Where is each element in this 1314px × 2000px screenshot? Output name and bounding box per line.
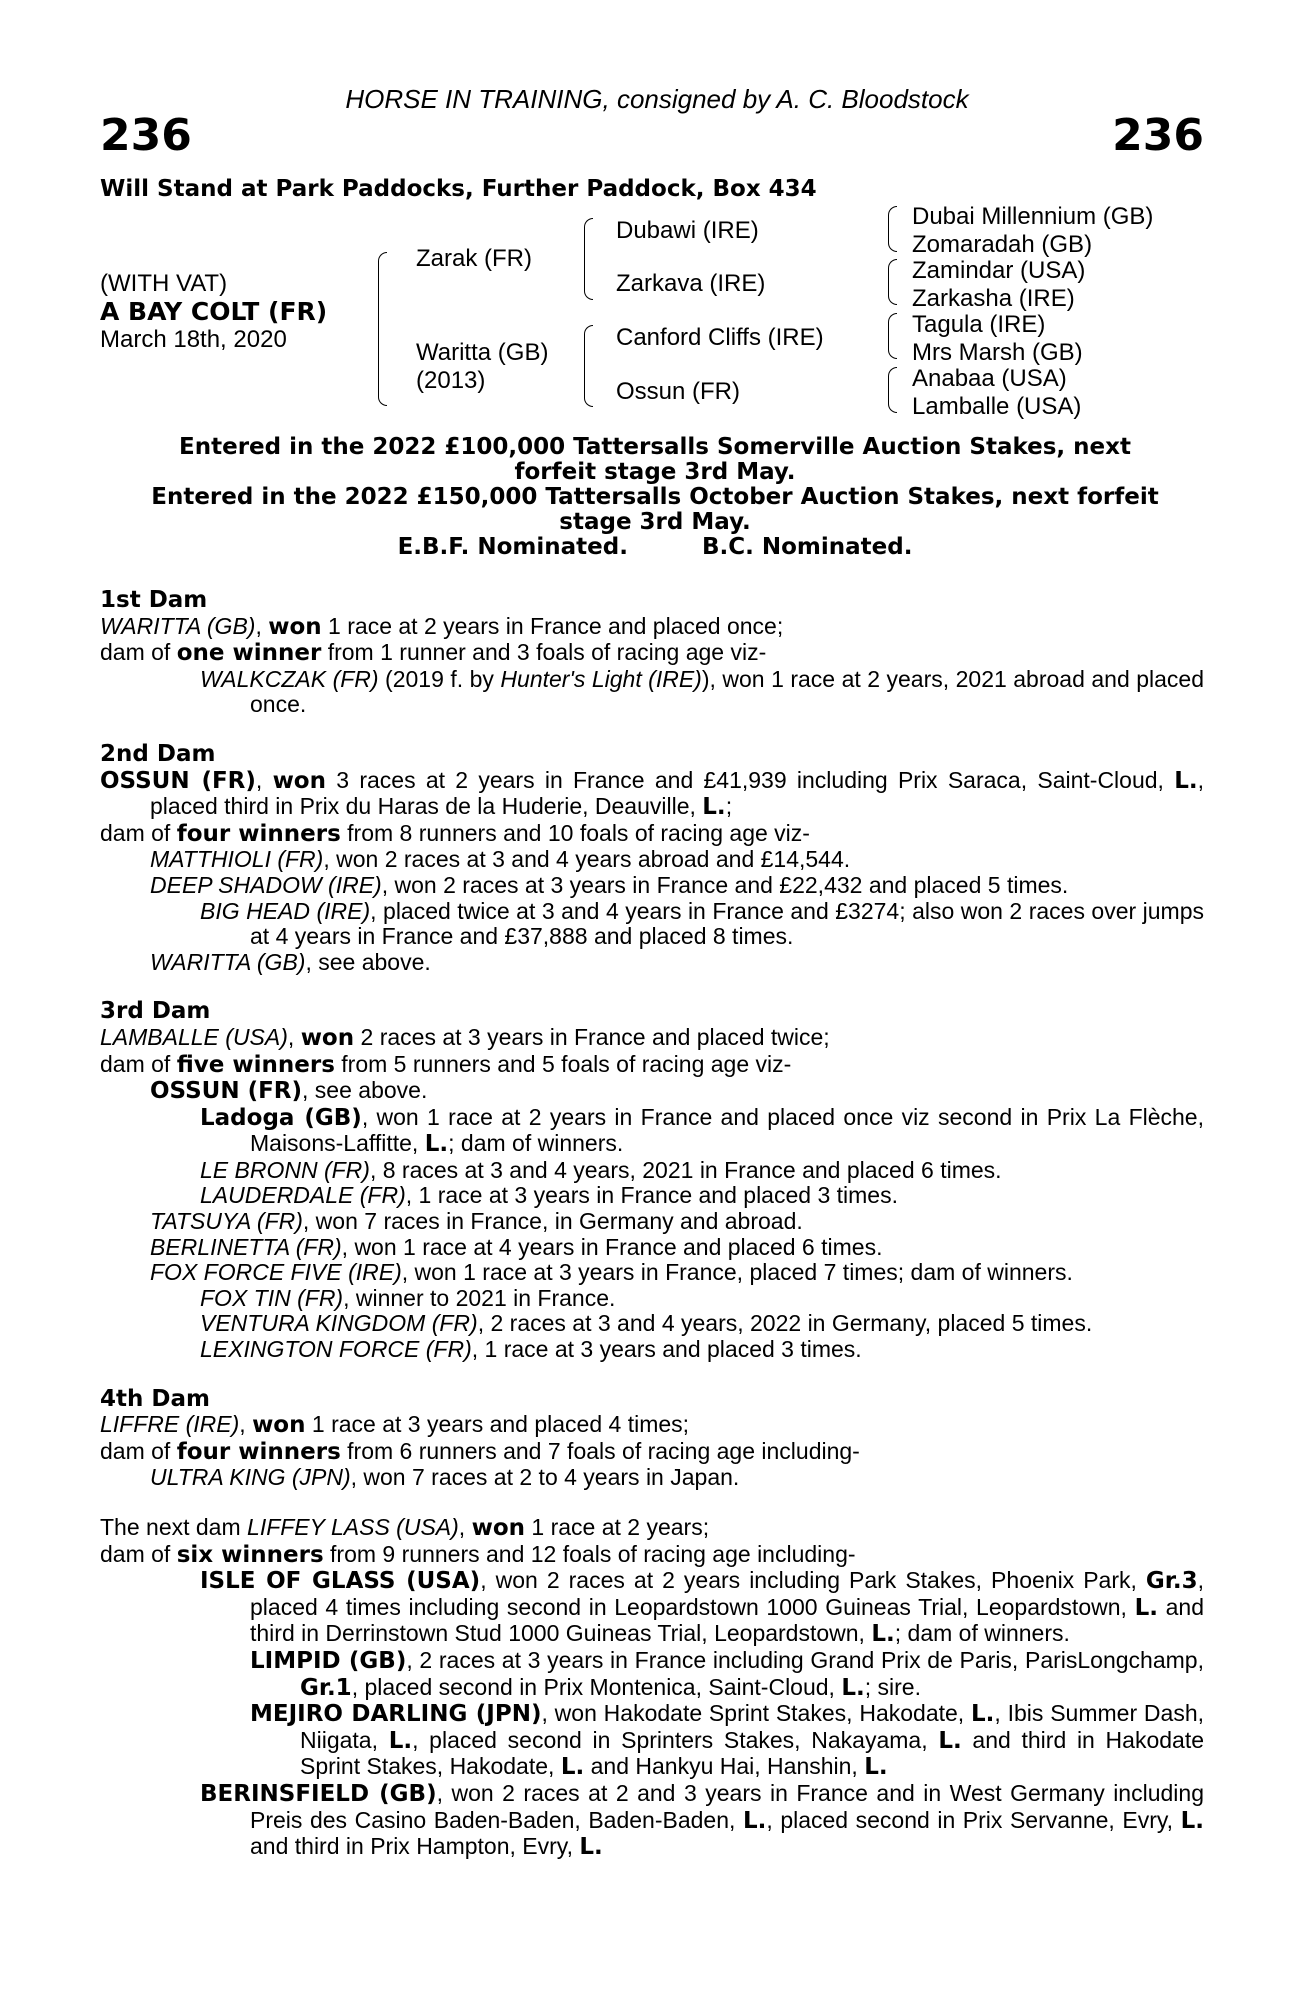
text: , see above.: [305, 948, 431, 975]
text: dam of: [100, 1540, 177, 1567]
entry-october-line1: Entered in the 2022 £150,000 Tattersalls October Auction Stakes, next forfeit: [151, 484, 1159, 510]
listed-mark: L.: [1174, 767, 1198, 794]
text: , placed twice at 3 and 4 years in France and £3274; also won 2 races over jumps at 4 years in France and £37,888 and placed 8 times.: [250, 897, 1204, 950]
horse-name: TATSUYA (FR): [150, 1208, 303, 1235]
text: (2019 f. by: [378, 665, 501, 692]
text: ;: [725, 793, 733, 820]
brace-main: [378, 252, 387, 406]
granddam-4: Zarkasha (IRE): [912, 285, 1075, 312]
text: , 1 race at 3 years and placed 3 times.: [471, 1336, 862, 1363]
horse-name: BERLINETTA (FR): [150, 1233, 342, 1260]
group-mark: Gr.1: [300, 1674, 352, 1701]
brace-sire: [584, 218, 593, 300]
text: , placed third in Prix du Haras de la Huderie, Deauville,: [150, 766, 1204, 820]
listed-mark: L.: [702, 794, 726, 821]
brace-g2: [888, 259, 897, 305]
produce-summary: [100, 1052, 1204, 1079]
produce-item: [100, 1311, 1204, 1337]
entries-block: [100, 435, 1210, 560]
horse-name: MATTHIOLI (FR): [150, 846, 324, 873]
text: 2 races at 3 years in France and placed twice;: [354, 1023, 830, 1050]
text: , 1 race at 3 years in France and placed 3 times.: [405, 1182, 898, 1209]
granddam-6: Mrs Marsh (GB): [912, 339, 1083, 366]
first-dam-section: [100, 588, 1204, 718]
section-title: 4th Dam: [100, 1385, 210, 1412]
listed-mark: L.: [388, 1727, 413, 1754]
produce-item: [100, 1183, 1204, 1209]
listed-mark: L.: [871, 1621, 895, 1648]
text: , winner to 2021 in France.: [343, 1284, 616, 1311]
text: 1 race at 2 years;: [525, 1514, 710, 1540]
text: , won 1 race at 3 years in France, placed 7 times; dam of winners.: [401, 1259, 1073, 1286]
grandsire-1: Dubai Millennium (GB): [912, 203, 1154, 230]
sire-name: Hunter's Light (IRE): [500, 665, 702, 692]
horse-name: LIFFEY LASS (USA): [247, 1514, 459, 1540]
next-dam-section: [100, 1515, 1204, 1861]
text: and Hankyu Hai, Hanshin,: [584, 1753, 865, 1780]
entry-october-line2: stage 3rd May.: [559, 509, 751, 535]
horse-name: WARITTA (GB): [100, 612, 256, 639]
text: , 8 races at 3 and 4 years, 2021 in France and placed 6 times.: [369, 1156, 1002, 1183]
text: ,: [458, 1514, 472, 1540]
text: , won 1 race at 2 years in France and placed once viz second in Prix La Flèche, Maisons-Laffitte,: [250, 1103, 1204, 1157]
section-title: 1st Dam: [100, 587, 208, 613]
horse-name: ISLE OF GLASS (USA): [200, 1568, 481, 1595]
horse-name: LIMPID (GB): [250, 1647, 407, 1674]
fourth-dam-section: [100, 1387, 1204, 1491]
horse-name: Ladoga (GB): [200, 1104, 362, 1131]
text: ,: [239, 1411, 253, 1438]
text: , won 2 races at 2 and 3 years in France and in West Germany including Preis des Casino Baden-Baden, Baden-Baden,: [250, 1779, 1204, 1833]
produce-item: [100, 1286, 1204, 1312]
horse-name: LEXINGTON FORCE (FR): [200, 1336, 472, 1363]
lot-number-left: 236: [100, 110, 192, 161]
section-title: 3rd Dam: [100, 998, 211, 1025]
produce-item: [100, 1465, 1204, 1491]
horse-name: LE BRONN (FR): [200, 1156, 370, 1183]
brace-dam: [584, 325, 593, 407]
text-bold: won: [272, 767, 326, 794]
dam-record: [100, 614, 1204, 641]
listed-mark: L.: [579, 1834, 603, 1861]
produce-item: [100, 950, 1204, 976]
listed-mark: L.: [841, 1674, 865, 1701]
text: , won Hakodate Sprint Stakes, Hakodate,: [541, 1700, 971, 1727]
sire-dam: Zarkava (IRE): [616, 270, 766, 297]
text: , won 7 races at 2 to 4 years in Japan.: [350, 1464, 740, 1491]
listed-mark: L.: [971, 1701, 995, 1728]
grandsire-5: Tagula (IRE): [912, 311, 1046, 338]
text: from 8 runners and 10 foals of racing age viz-: [340, 819, 810, 846]
horse-name: FOX TIN (FR): [200, 1284, 344, 1311]
horse-name: LAMBALLE (USA): [100, 1023, 288, 1050]
listed-mark: L.: [938, 1727, 962, 1754]
stand-location: Will Stand at Park Paddocks, Further Paddock, Box 434: [100, 176, 817, 202]
text: 1 race at 3 years and placed 4 times;: [305, 1411, 690, 1438]
text: , placed second in Prix Montenica, Saint-Cloud,: [351, 1673, 842, 1700]
second-dam-section: [100, 742, 1204, 975]
text: from 6 runners and 7 foals of racing age including-: [340, 1437, 860, 1464]
text-bold: won: [252, 1412, 306, 1439]
sire-sire: Dubawi (IRE): [616, 217, 759, 244]
horse-name: WARITTA (GB): [150, 948, 306, 975]
foaling-date: March 18th, 2020: [100, 326, 287, 353]
text: , won 1 race at 4 years in France and placed 6 times.: [341, 1233, 883, 1260]
horse-name: FOX FORCE FIVE (IRE): [150, 1259, 402, 1286]
bc-nominated: B.C. Nominated.: [701, 534, 913, 560]
horse-name: LIFFRE (IRE): [100, 1411, 240, 1438]
dam-dam: Ossun (FR): [616, 378, 741, 405]
produce-item: [100, 1337, 1204, 1363]
dam-record: [100, 1515, 1204, 1542]
grandsire-3: Zamindar (USA): [912, 257, 1086, 284]
text: , 2 races at 3 and 4 years, 2022 in Germany, placed 5 times.: [477, 1310, 1093, 1337]
dam-record: [100, 1412, 1204, 1439]
text: dam of: [100, 1050, 177, 1077]
text-bold: four winners: [176, 1438, 341, 1465]
brace-g1: [888, 206, 897, 252]
listed-mark: L.: [1134, 1594, 1158, 1621]
text: and third in Prix Hampton, Evry,: [250, 1833, 580, 1860]
horse-name: MEJIRO DARLING (JPN): [250, 1701, 542, 1728]
produce-item: [100, 1568, 1204, 1648]
text: , won 7 races in France, in Germany and abroad.: [302, 1208, 803, 1235]
entry-somerville-line1: Entered in the 2022 £100,000 Tattersalls Somerville Auction Stakes, next: [179, 434, 1131, 460]
text: , 2 races at 3 years in France including Grand Prix de Paris, ParisLongchamp,: [406, 1646, 1204, 1673]
horse-name: OSSUN (FR): [150, 1078, 303, 1105]
text: and third in Hakodate Sprint Stakes, Hakodate,: [300, 1726, 1204, 1780]
produce-item: [100, 1209, 1204, 1235]
dam-year: (2013): [416, 367, 486, 394]
text-bold: four winners: [176, 820, 341, 847]
text: from 9 runners and 12 foals of racing age including-: [323, 1540, 856, 1567]
listed-mark: L.: [560, 1754, 585, 1781]
produce-item: [100, 1235, 1204, 1261]
text: ,: [287, 1023, 301, 1050]
produce-item: [100, 847, 1204, 873]
granddam-8: Lamballe (USA): [912, 393, 1082, 420]
text: , placed 4 times including second in Leopardstown 1000 Guineas Trial, Leopardstown,: [250, 1567, 1204, 1620]
grandsire-7: Anabaa (USA): [912, 365, 1067, 392]
text-bold: five winners: [176, 1051, 335, 1078]
horse-name: BERINSFIELD (GB): [200, 1780, 437, 1807]
produce-item: [100, 1105, 1204, 1158]
produce-item: [100, 1078, 1204, 1105]
dam-sire: Canford Cliffs (IRE): [616, 324, 824, 351]
horse-name: LAUDERDALE (FR): [200, 1182, 406, 1209]
text: , won 2 races at 3 and 4 years abroad and £14,544.: [323, 846, 851, 873]
produce-summary: [100, 821, 1204, 848]
text: The next dam: [100, 1514, 248, 1540]
produce-summary: [100, 1439, 1204, 1466]
text: ,: [255, 766, 273, 793]
text: ; dam of winners.: [448, 1130, 624, 1157]
produce-summary: [100, 640, 1204, 667]
text-bold: six winners: [176, 1541, 324, 1568]
text: dam of: [100, 819, 177, 846]
nominations: [100, 535, 1210, 560]
produce-item: [100, 1158, 1204, 1184]
third-dam-section: [100, 999, 1204, 1362]
produce-summary: [100, 1542, 1204, 1569]
produce-item: [100, 1260, 1204, 1286]
text: from 5 runners and 5 foals of racing age viz-: [334, 1050, 792, 1077]
text: , Ibis Summer Dash, Niigata,: [300, 1700, 1204, 1753]
brace-g4: [888, 367, 897, 413]
produce-item: [100, 1648, 1204, 1701]
text: dam of: [100, 1437, 177, 1464]
dam-record: [100, 768, 1204, 821]
horse-name: OSSUN (FR): [100, 767, 256, 794]
text-bold: won: [471, 1515, 526, 1541]
text: ; sire.: [864, 1673, 921, 1700]
text: , placed second in Prix Servanne, Evry,: [766, 1806, 1181, 1833]
text: , placed second in Sprinters Stakes, Nakayama,: [412, 1726, 939, 1753]
text: 3 races at 2 years in France and £41,939 including Prix Saraca, Saint-Cloud,: [326, 766, 1175, 793]
text: and third in Derrinstown Stud 1000 Guineas Trial, Leopardstown,: [250, 1593, 1204, 1647]
granddam-2: Zomaradah (GB): [912, 231, 1093, 258]
sire: Zarak (FR): [416, 245, 532, 272]
produce-item: [100, 899, 1204, 950]
listed-mark: L.: [742, 1807, 767, 1834]
produce-item: [100, 667, 1204, 718]
text: ; dam of winners.: [894, 1620, 1070, 1647]
text-bold: won: [268, 613, 322, 640]
ebf-nominated: E.B.F. Nominated.: [397, 534, 628, 560]
horse-name: A BAY COLT (FR): [100, 297, 328, 326]
vat-note: (WITH VAT): [100, 270, 228, 297]
horse-name: ULTRA KING (JPN): [150, 1464, 351, 1491]
listed-mark: L.: [1180, 1807, 1205, 1834]
dam-record: [100, 1025, 1204, 1052]
horse-name: DEEP SHADOW (IRE): [150, 871, 382, 898]
produce-item: [100, 873, 1204, 899]
text: , see above.: [302, 1077, 428, 1104]
text-bold: one winner: [176, 640, 322, 667]
text: dam of: [100, 639, 177, 666]
listed-mark: L.: [424, 1131, 449, 1158]
consignor-line: HORSE IN TRAINING, consigned by A. C. Bloodstock: [345, 84, 969, 114]
text: from 1 runner and 3 foals of racing age viz-: [321, 639, 767, 666]
listed-mark: L.: [864, 1754, 888, 1781]
text: 1 race at 2 years in France and placed once;: [321, 612, 784, 639]
lot-number-right: 236: [1112, 110, 1204, 161]
entry-somerville-line2: forfeit stage 3rd May.: [514, 459, 796, 485]
text-bold: won: [300, 1024, 355, 1051]
text: , won 2 races at 2 years including Park Stakes, Phoenix Park,: [480, 1567, 1146, 1594]
section-title: 2nd Dam: [100, 740, 216, 767]
produce-item: [100, 1701, 1204, 1781]
horse-name: WALKCZAK (FR): [200, 665, 379, 692]
horse-name: VENTURA KINGDOM (FR): [200, 1310, 478, 1337]
dam: Waritta (GB): [416, 339, 549, 366]
horse-name: BIG HEAD (IRE): [200, 897, 371, 924]
brace-g3: [888, 313, 897, 359]
produce-item: [100, 1781, 1204, 1861]
text: ), won 1 race at 2 years, 2021 abroad and placed once.: [250, 665, 1205, 718]
catalogue-body: [100, 588, 1204, 1861]
text: ,: [255, 612, 269, 639]
group-mark: Gr.3: [1145, 1568, 1198, 1595]
text: , won 2 races at 3 years in France and £22,432 and placed 5 times.: [381, 871, 1069, 898]
